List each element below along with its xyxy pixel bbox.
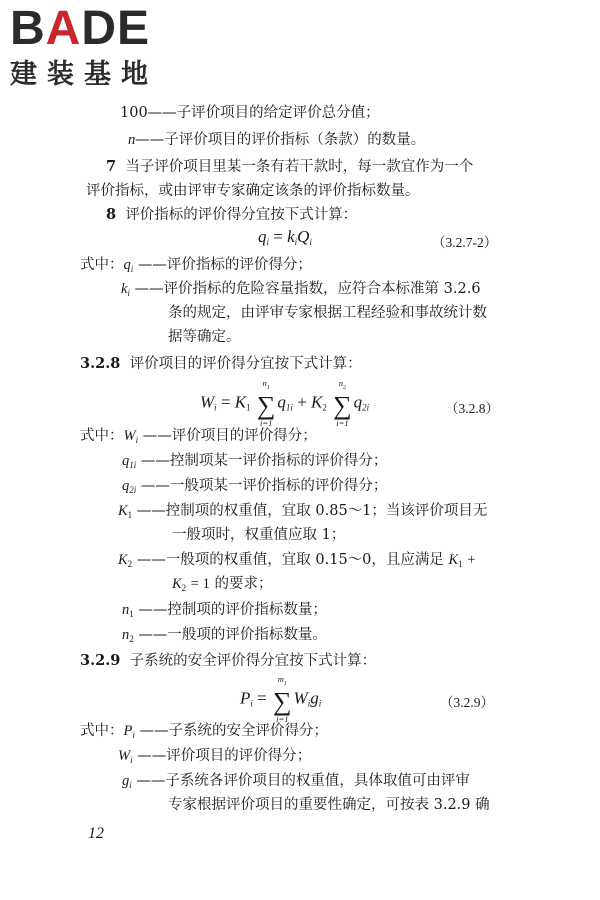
clause-3-2-9: 3.2.9 子系统的安全评价得分宜按下式计算： [80,652,377,669]
definition-n: n——子评价项目的评价指标（条款）的数量。 [128,132,426,148]
where-k1: $K_1$ ——控制项的权重值，宜取 0.85～1；当该评价项目无 [118,503,488,520]
where-q2i: $q_{2i}$ ——一般项某一评价指标的评价得分； [122,478,388,495]
where-q1i: $q_{1i}$ ——控制项某一评价指标的评价得分； [122,453,388,470]
item-7: 7 当子评价项目里某一条有若干款时，每一款宜作为一个 [106,158,474,175]
equation-number: （3.2.9） [440,695,494,710]
where-k1-cont: 一般项时，权重值应取 1； [172,527,346,543]
where-ki: $k_i$ ——评价指标的危险容量指数，应符合本标准第 3.2.6 [121,281,481,298]
item-7-cont: 评价指标，或由评审专家确定该条的评价指标数量。 [86,183,420,199]
equation-number: （3.2.7-2） [432,235,498,250]
where-k2-cont: $K_2 = 1$ 的要求； [172,576,273,593]
item-8: 8 评价指标的评价得分宜按下式计算： [106,206,358,223]
equation-number: （3.2.8） [445,401,499,416]
definition-100: 100——子评价项目的给定评价总分值； [120,105,380,121]
where-n1: $n_1$ ——控制项的评价指标数量； [122,602,327,619]
clause-3-2-8: 3.2.8 评价项目的评价得分宜按下式计算： [80,355,362,372]
where-n2: $n_2$ ——一般项的评价指标数量。 [122,627,327,644]
where-gi: $g_i$ ——子系统各评价项目的权重值，具体取值可由评审 [122,773,470,790]
where-gi-cont: 专家根据评价项目的重要性确定，可按表 3.2.9 确 [168,797,490,813]
logo-brand: BADE [10,2,151,55]
bade-logo [10,4,180,92]
equation-3-2-7-2: $q_i = k_iQ_i$ [258,227,312,247]
where-k2: $K_2$ ——一般项的权重值，宜取 0.15～0，且应满足 $K_1$ + [118,552,476,569]
page-number: 12 [88,825,104,842]
equation-3-2-8: $W_i = K_1$ $n_1$ ∑ i=1 $q_{1i} + K_2$ $n_2$ ∑ i=1 $q_{2i}$ [200,378,370,428]
where-pi: 式中：$P_i$ ——子系统的安全评价得分； [80,723,328,740]
where-wi-2: $W_i$ ——评价项目的评价得分； [118,748,312,765]
where-ki-cont2: 据等确定。 [168,329,241,345]
where-wi: 式中：$W_i$ ——评价项目的评价得分； [80,428,317,445]
where-qi: 式中：$q_i$ ——评价指标的评价得分； [80,257,312,274]
logo-subtitle: 建装基地 [10,59,158,90]
equation-3-2-9: $P_i$ = $m_1$ ∑ i=1 $W_ig_i$ [240,674,322,724]
where-ki-cont: 条的规定，由评审专家根据工程经验和事故统计数 [168,305,487,321]
